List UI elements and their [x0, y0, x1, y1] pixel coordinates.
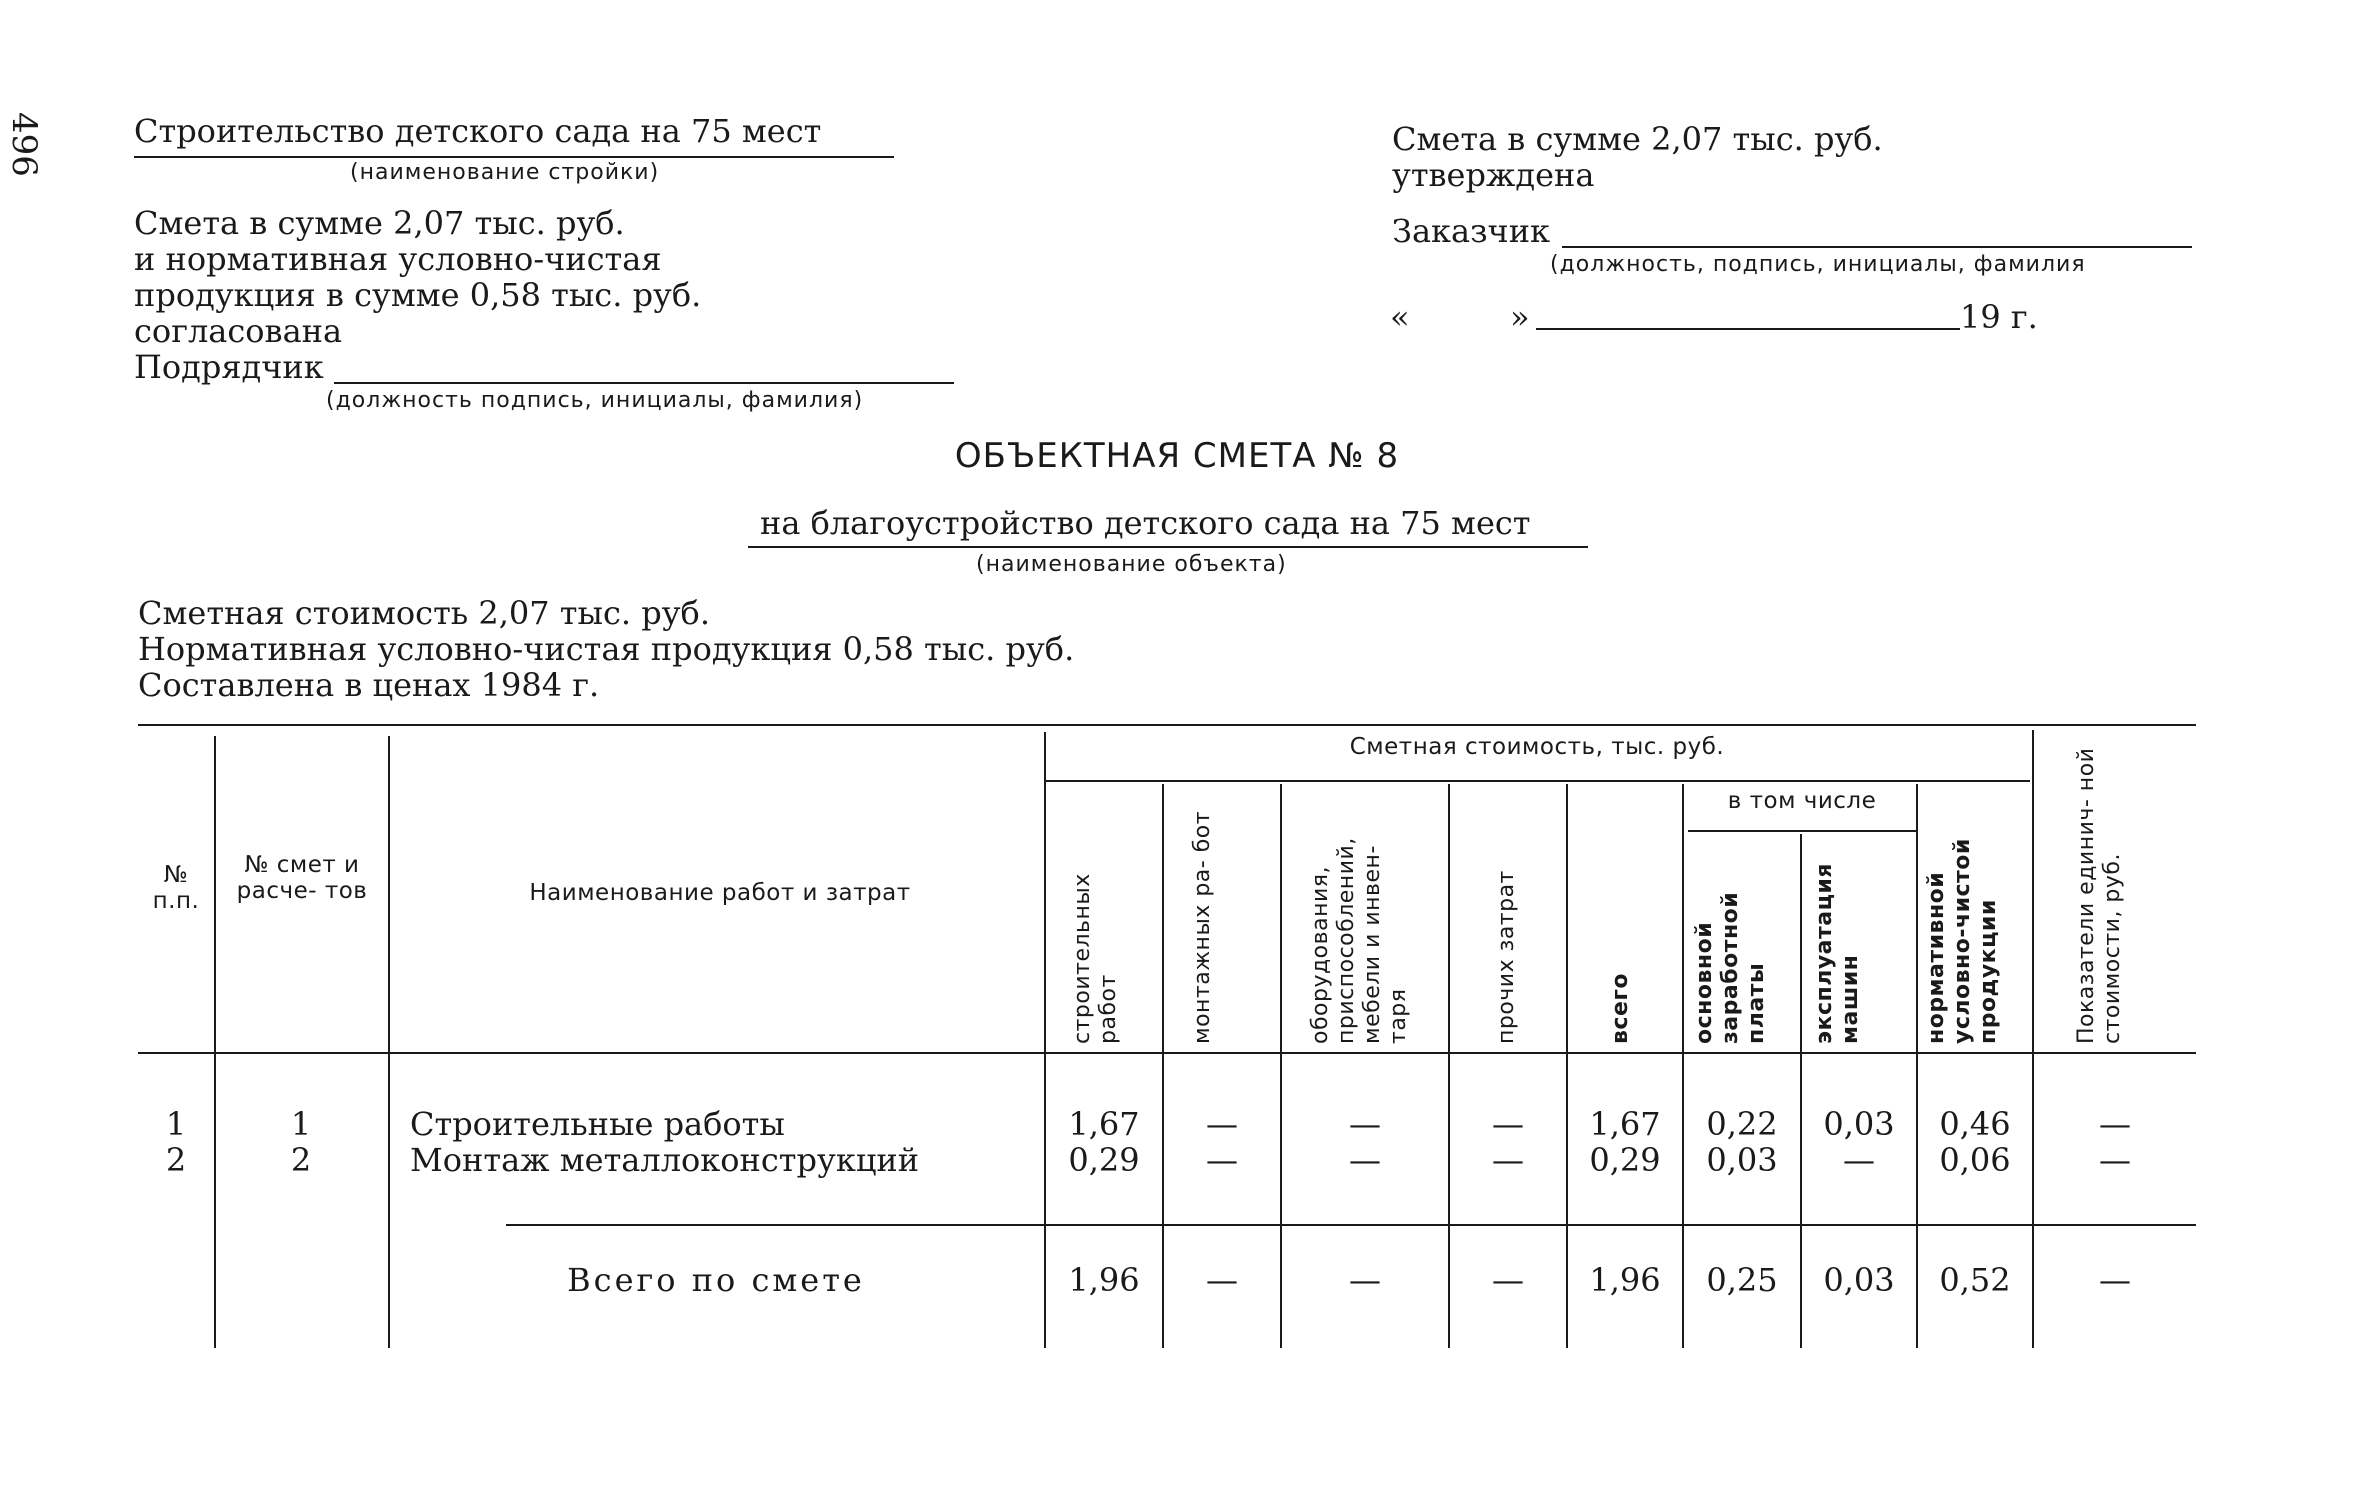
row1-num: 1	[165, 1105, 187, 1143]
total-construction: 1,96	[1068, 1261, 1140, 1299]
header-num: № п.п.	[152, 862, 200, 914]
summary-cost: Сметная стоимость 2,07 тыс. руб.	[138, 594, 710, 632]
row2-num: 2	[165, 1141, 187, 1179]
customer-signature-line	[1562, 246, 2192, 248]
header-equipment: оборудования, приспособлений, мебели и инвен- таря	[1308, 837, 1411, 1044]
customer-label: Заказчик	[1392, 212, 1551, 250]
row2-total: 0,29	[1589, 1141, 1661, 1179]
row1-unit: —	[2099, 1105, 2131, 1143]
row1-net: 0,46	[1939, 1105, 2011, 1143]
row1-wages: 0,22	[1706, 1105, 1778, 1143]
total-label: Всего по смете	[567, 1261, 865, 1299]
left-line-1: Смета в сумме 2,07 тыс. руб.	[134, 204, 625, 242]
header-estimate-num: № смет и расче- тов	[236, 852, 368, 904]
subtitle-underline	[748, 546, 1588, 548]
col-rule-11	[2032, 730, 2034, 1348]
header-construction: строительных работ	[1070, 873, 1121, 1044]
row1-construction: 1,67	[1068, 1105, 1140, 1143]
project-name: Строительство детского сада на 75 мест	[134, 112, 822, 150]
total-equipment: —	[1349, 1261, 1381, 1299]
left-line-3: продукция в сумме 0,58 тыс. руб.	[134, 276, 702, 314]
header-installation: монтажных ра- бот	[1190, 810, 1215, 1044]
right-line-2: утверждена	[1392, 156, 1595, 194]
row2-machines: —	[1843, 1141, 1875, 1179]
right-line-1: Смета в сумме 2,07 тыс. руб.	[1392, 120, 1883, 158]
total-unit: —	[2099, 1261, 2131, 1299]
total-total: 1,96	[1589, 1261, 1661, 1299]
date-close-quote: »	[1510, 298, 1530, 336]
summary-prices: Составлена в ценах 1984 г.	[138, 666, 600, 704]
left-line-2: и нормативная условно-чистая	[134, 240, 662, 278]
contractor-caption: (должность подпись, инициалы, фамилия)	[326, 388, 864, 413]
row2-est: 2	[290, 1141, 312, 1179]
total-machines: 0,03	[1823, 1261, 1895, 1299]
row1-machines: 0,03	[1823, 1105, 1895, 1143]
row1-name: Строительные работы	[410, 1105, 785, 1143]
contractor-label: Подрядчик	[134, 348, 324, 386]
header-net-product: нормативной условно-чистой продукции	[1924, 838, 2001, 1044]
table-top-rule	[138, 724, 2196, 726]
row2-wages: 0,03	[1706, 1141, 1778, 1179]
total-wages: 0,25	[1706, 1261, 1778, 1299]
document-subtitle: на благоустройство детского сада на 75 мест	[760, 504, 1531, 542]
page-number: 496	[4, 112, 44, 177]
col-rule-3	[1044, 732, 1046, 1348]
date-line	[1536, 328, 1960, 330]
row1-installation: —	[1206, 1105, 1238, 1143]
cost-group-rule	[1044, 780, 2030, 782]
header-bottom-rule	[138, 1052, 2196, 1054]
row1-equipment: —	[1349, 1105, 1381, 1143]
row2-equipment: —	[1349, 1141, 1381, 1179]
row2-net: 0,06	[1939, 1141, 2011, 1179]
project-underline	[134, 156, 894, 158]
summary-net-product: Нормативная условно-чистая продукция 0,58 тыс. руб.	[138, 630, 1075, 668]
customer-caption: (должность, подпись, инициалы, фамилия	[1550, 252, 2086, 277]
row2-unit: —	[2099, 1141, 2131, 1179]
project-caption: (наименование стройки)	[350, 160, 660, 185]
date-year: 19 г.	[1960, 298, 2038, 336]
row1-total: 1,67	[1589, 1105, 1661, 1143]
contractor-signature-line	[334, 382, 954, 384]
row2-other: —	[1492, 1141, 1524, 1179]
including-rule	[1688, 830, 1916, 832]
row2-construction: 0,29	[1068, 1141, 1140, 1179]
total-net: 0,52	[1939, 1261, 2011, 1299]
header-wages: основной заработной платы	[1692, 891, 1769, 1044]
left-line-4: согласована	[134, 312, 343, 350]
header-cost-group: Сметная стоимость, тыс. руб.	[1349, 734, 1725, 760]
row1-other: —	[1492, 1105, 1524, 1143]
header-name: Наименование работ и затрат	[529, 880, 911, 906]
row2-installation: —	[1206, 1141, 1238, 1179]
total-installation: —	[1206, 1261, 1238, 1299]
subtitle-caption: (наименование объекта)	[976, 552, 1287, 577]
total-top-rule	[506, 1224, 2196, 1226]
header-machines: эксплуатация машин	[1812, 863, 1863, 1044]
header-unit-cost: Показатели единич- ной стоимости, руб.	[2074, 747, 2125, 1044]
date-open-quote: «	[1390, 298, 1410, 336]
total-other: —	[1492, 1261, 1524, 1299]
header-total: всего	[1608, 973, 1633, 1044]
col-rule-2	[388, 736, 390, 1348]
row1-est: 1	[290, 1105, 312, 1143]
header-including: в том числе	[1727, 788, 1877, 814]
row2-name: Монтаж металлоконструкций	[410, 1141, 920, 1179]
col-rule-1	[214, 736, 216, 1348]
document-title: ОБЪЕКТНАЯ СМЕТА № 8	[954, 436, 1400, 476]
header-other: прочих затрат	[1494, 870, 1519, 1044]
